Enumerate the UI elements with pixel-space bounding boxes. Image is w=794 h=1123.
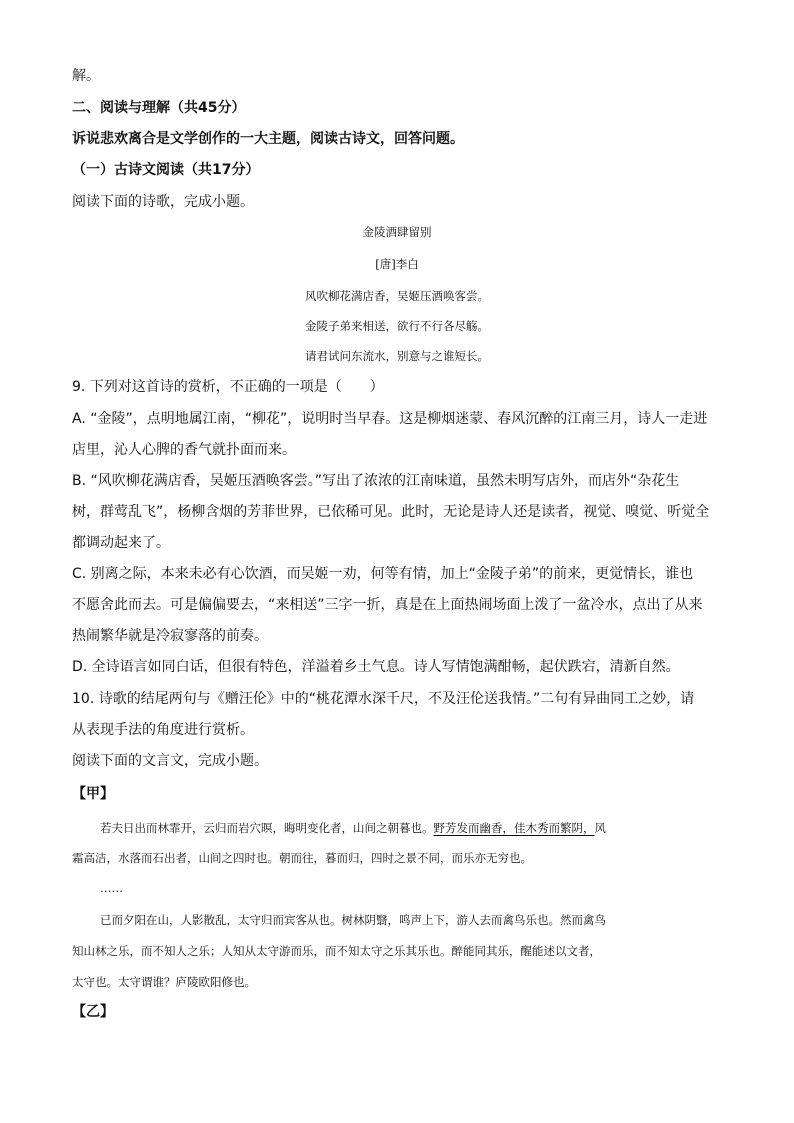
option-a-cont: 店里，沁人心脾的香气就扑面而来。 [72,442,296,458]
option-b: B. “风吹柳花满店香，吴姬压酒唤客尝。”写出了浓浓的江南味道，虽然未明写店外，而店外“杂花生 [72,473,680,489]
section-intro: 诉说悲欢离合是文学创作的一大主题，阅读古诗文，回答问题。 [72,131,464,147]
subsection-heading: （一）古诗文阅读（共17分） [72,162,260,178]
passage-label-yi: 【乙】 [72,1004,114,1020]
option-b-cont: 都调动起来了。 [72,535,170,551]
passage-text: 若夫日出而林霏开，云归而岩穴暝，晦明变化者，山间之朝暮也。 [100,821,434,835]
question-9: 9. 下列对这首诗的赏析，不正确的一项是（ ） [72,379,384,395]
passage-line: 已而夕阳在山，人影散乱，太守归而宾客从也。树林阴翳，鸣声上下，游人去而禽鸟乐也。然而禽鸟 [100,913,606,927]
option-d: D. 全诗语言如同白话，但很有特色，洋溢着乡土气息。诗人写情饱满酣畅，起伏跌宕，清新自然。 [72,659,680,675]
question-10: 10. 诗歌的结尾两句与《赠汪伦》中的“桃花潭水深千尺，不及汪伦送我情。”二句有异曲同工之妙，请 [72,691,695,707]
passage-line: 知山林之乐，而不知人之乐；人知从太守游而乐，而不知太守之乐其乐也。醉能同其乐，醒能述以文者， [72,944,601,958]
poem-line: 请君试问东流水，别意与之谁短长。 [305,349,489,363]
option-c-cont: 热闹繁华就是冷寂寥落的前奏。 [72,628,268,644]
poem-line: 风吹柳花满店香，吴姬压酒唤客尝。 [305,289,489,303]
poem-title: 金陵酒肆留别 [362,225,432,239]
option-c: C. 别离之际，本来未必有心饮酒，而吴姬一劝，何等有情，加上“金陵子弟”的前来，更觉情长，谁也 [72,566,694,582]
passage-text: 风 [594,821,606,835]
poem-author: [唐]李白 [375,257,419,271]
option-c-cont: 不愿舍此而去。可是偏偏要去，“来相送”三字一折，真是在上面热闹场面上泼了一盆冷水，点出了从来 [72,597,703,613]
passage-label-jia: 【甲】 [72,786,114,802]
passage-line [100,818,606,838]
ellipsis: …… [100,881,123,895]
question-10-cont: 从表现手法的角度进行赏析。 [72,722,254,738]
text-line: 解。 [72,68,100,84]
instruction: 阅读下面的诗歌，完成小题。 [72,194,254,210]
section-heading: 二、阅读与理解（共45分） [72,100,246,116]
passage-line: 太守也。太守谓谁？庐陵欧阳修也。 [72,975,256,989]
instruction: 阅读下面的文言文，完成小题。 [72,753,268,769]
underlined-sentence: 野芳发而幽香，佳木秀而繁阴， [433,821,595,835]
option-a: A. “金陵”，点明地属江南，“柳花”，说明时当早春。这是柳烟迷蒙、春风沉醉的江南三月，诗人一走进 [72,411,708,427]
option-b-cont: 树，群莺乱飞”，杨柳含烟的芳菲世界，已依稀可见。此时，无论是诗人还是读者，视觉、嗅觉、听觉全 [72,504,710,520]
passage-line: 霜高洁，水落而石出者，山间之四时也。朝而往，暮而归，四时之景不同，而乐亦无穷也。 [72,851,532,865]
poem-line: 金陵子弟来相送，欲行不行各尽觞。 [305,319,489,333]
